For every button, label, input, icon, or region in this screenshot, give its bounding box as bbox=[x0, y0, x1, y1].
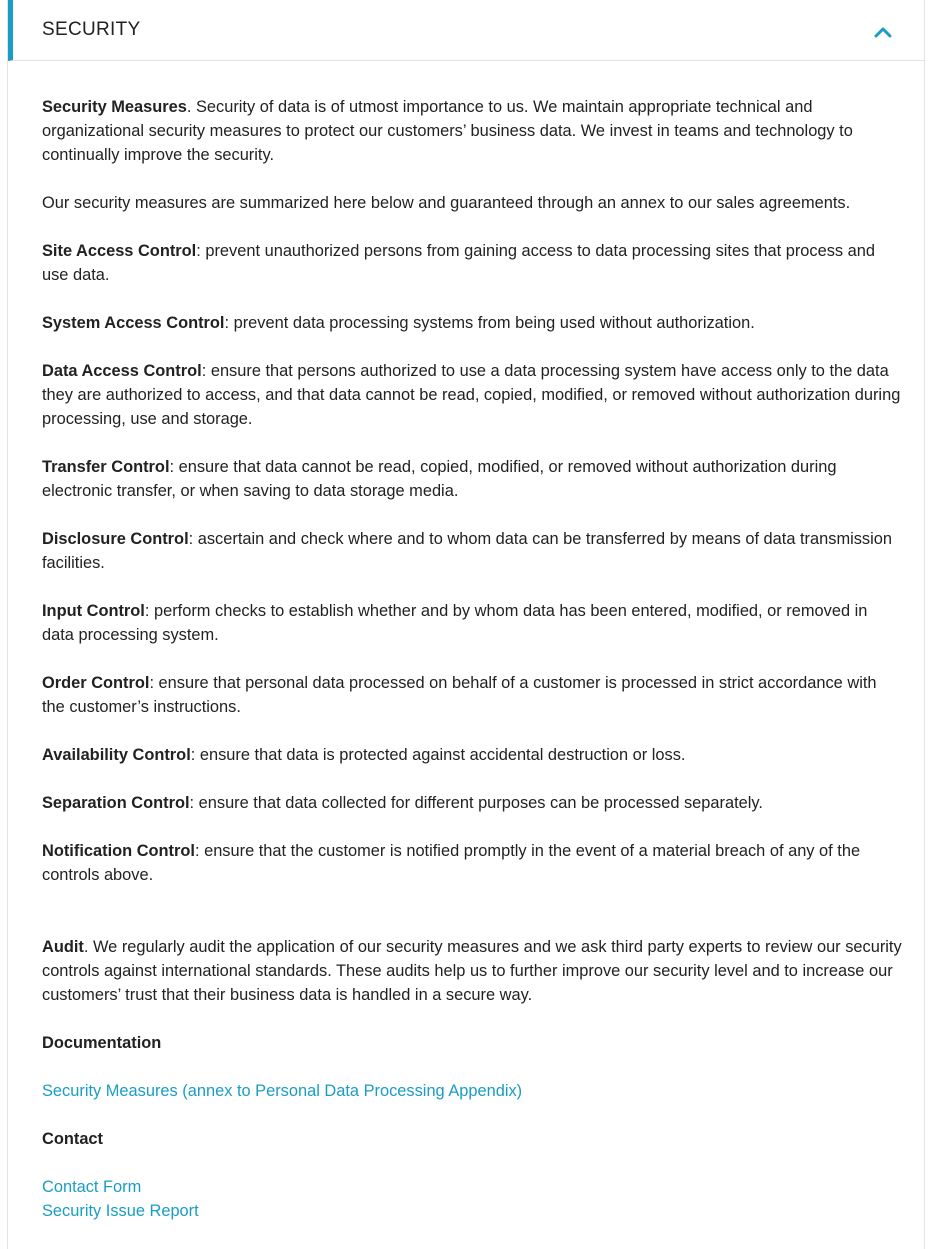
security-measures-link[interactable]: Security Measures (annex to Personal Data Processing Appendix) bbox=[42, 1082, 523, 1100]
control-term: Input Control bbox=[42, 602, 145, 620]
spacer bbox=[42, 911, 902, 935]
control-item bbox=[42, 743, 902, 767]
control-text: : ensure that the customer is notified promptly in the event of a material breach of any of the controls above. bbox=[42, 842, 861, 884]
control-item bbox=[42, 791, 902, 815]
control-text: : ensure that personal data processed on behalf of a customer is processed in strict accordance with the customer’s instructions. bbox=[42, 674, 877, 716]
control-text: : perform checks to establish whether and by whom data has been entered, modified, or removed in data processing system. bbox=[42, 602, 868, 644]
control-item bbox=[42, 671, 902, 719]
intro-text: . Security of data is of utmost importance to us. We maintain appropriate technical and organizational security measures to protect our customers’ business data. We invest in teams and technology to continually improve the security. bbox=[42, 98, 853, 164]
control-item bbox=[42, 527, 902, 575]
control-text: : ensure that data cannot be read, copied, modified, or removed without authorization during electronic transfer, or when saving to data storage media. bbox=[42, 458, 837, 500]
control-text: : prevent unauthorized persons from gaining access to data processing sites that process and use data. bbox=[42, 242, 876, 284]
documentation-heading: Documentation bbox=[42, 1034, 162, 1052]
summary-paragraph: Our security measures are summarized here below and guaranteed through an annex to our sales agreements. bbox=[42, 194, 851, 212]
control-term: Transfer Control bbox=[42, 458, 170, 476]
control-item bbox=[42, 599, 902, 647]
control-term: System Access Control bbox=[42, 314, 225, 332]
control-term: Disclosure Control bbox=[42, 530, 189, 548]
control-text: : ascertain and check where and to whom data can be transferred by means of data transmission facilities. bbox=[42, 530, 892, 572]
chevron-up-icon[interactable] bbox=[874, 26, 892, 38]
audit-paragraph bbox=[42, 935, 902, 1007]
control-text: : ensure that persons authorized to use a data processing system have access only to the data they are authorized to access, and that data cannot be read, copied, modified, or removed without authorization during processing, use and storage. bbox=[42, 362, 901, 428]
contact-form-link[interactable]: Contact Form bbox=[42, 1178, 142, 1196]
control-text: : ensure that data collected for different purposes can be processed separately. bbox=[189, 794, 763, 812]
intro-lead: Security Measures bbox=[42, 98, 187, 116]
control-term: Separation Control bbox=[42, 794, 190, 812]
section-content bbox=[42, 95, 902, 1247]
control-item bbox=[42, 239, 902, 287]
control-term: Availability Control bbox=[42, 746, 191, 764]
control-text: : prevent data processing systems from being used without authorization. bbox=[224, 314, 755, 332]
contact-heading: Contact bbox=[42, 1130, 104, 1148]
control-text: : ensure that data is protected against accidental destruction or loss. bbox=[190, 746, 686, 764]
contact-links bbox=[42, 1175, 902, 1223]
security-panel bbox=[7, 0, 925, 1249]
audit-lead: Audit bbox=[42, 938, 84, 956]
control-item bbox=[42, 359, 902, 431]
control-term: Data Access Control bbox=[42, 362, 202, 380]
control-term: Notification Control bbox=[42, 842, 195, 860]
security-issue-report-link[interactable]: Security Issue Report bbox=[42, 1202, 199, 1220]
control-item bbox=[42, 455, 902, 503]
section-title: SECURITY bbox=[42, 19, 141, 40]
control-item bbox=[42, 311, 902, 335]
control-term: Order Control bbox=[42, 674, 150, 692]
control-item bbox=[42, 839, 902, 887]
audit-text: . We regularly audit the application of our security measures and we ask third party experts to review our security controls against international standards. These audits help us to further improve our security level and to increase our customers’ trust that their business data is handled in a secure way. bbox=[42, 938, 902, 1004]
intro-paragraph bbox=[42, 95, 902, 167]
documentation-links bbox=[42, 1079, 902, 1103]
section-header-security[interactable] bbox=[8, 0, 925, 61]
control-term: Site Access Control bbox=[42, 242, 197, 260]
